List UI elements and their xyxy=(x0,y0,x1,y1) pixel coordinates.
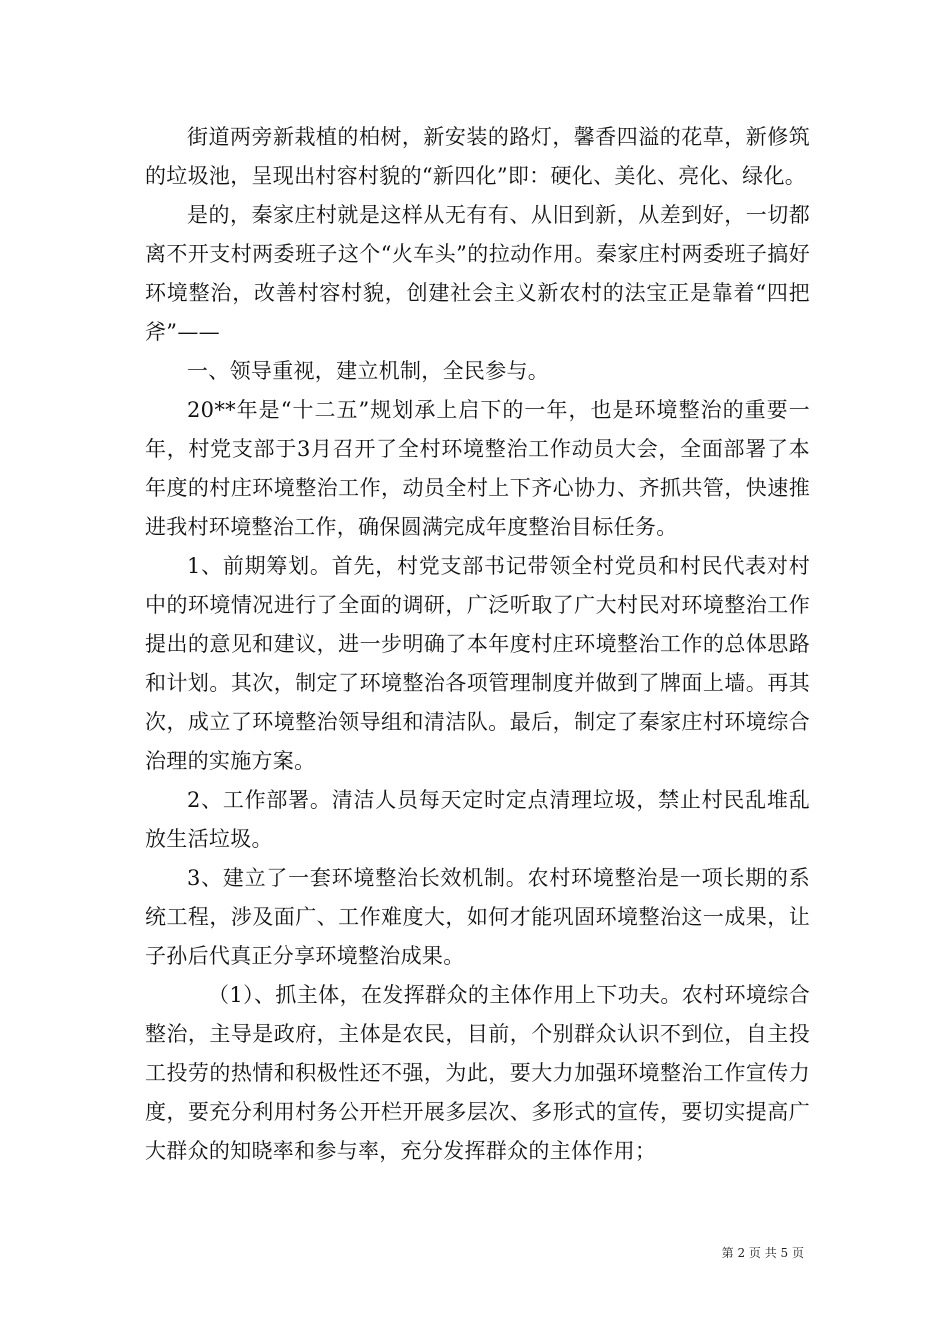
paragraph-2: 是的，秦家庄村就是这样从无有有、从旧到新，从差到好，一切都离不开支村两委班子这个“火车头”的拉动作用。秦家庄村两委班子搞好环境整治，改善村容村貌，创建社会主义新农村的法宝正是靠着“四把斧”—— xyxy=(145,203,810,344)
paragraph-7: （1）、抓主体，在发挥群众的主体作用上下功夫。农村环境综合整治，主导是政府，主体是农民，目前，个别群众认识不到位，自主投工投劳的热情和积极性还不强，为此，要大力加强环境整治工作宣传力度，要充分利用村务公开栏开展多层次、多形式的宣传，要切实提高广大群众的知晓率和参与率，充分发挥群众的主体作用； xyxy=(145,983,810,1163)
paragraph-3: 20**年是“十二五”规划承上启下的一年，也是环境整治的重要一年，村党支部于3月召开了全村环境整治工作动员大会，全面部署了本年度的村庄环境整治工作，动员全村上下齐心协力、齐抓共管，快速推进我村环境整治工作，确保圆满完成年度整治目标任务。 xyxy=(145,398,810,539)
paragraph-6: 3、建立了一套环境整治长效机制。农村环境整治是一项长期的系统工程，涉及面广、工作难度大，如何才能巩固环境整治这一成果，让子孙后代真正分享环境整治成果。 xyxy=(145,866,810,968)
paragraph-5: 2、工作部署。清洁人员每天定时定点清理垃圾，禁止村民乱堆乱放生活垃圾。 xyxy=(145,788,810,851)
paragraph-4: 1、前期筹划。首先，村党支部书记带领全村党员和村民代表对村中的环境情况进行了全面的调研，广泛听取了广大村民对环境整治工作提出的意见和建议，进一步明确了本年度村庄环境整治工作的总体思路和计划。其次，制定了环境整治各项管理制度并做到了牌面上墙。再其次，成立了环境整治领导组和清洁队。最后，制定了秦家庄村环境综合治理的实施方案。 xyxy=(145,554,810,773)
paragraph-1: 街道两旁新栽植的柏树，新安装的路灯，馨香四溢的花草，新修筑的垃圾池，呈现出村容村貌的“新四化”即：硬化、美化、亮化、绿化。 xyxy=(145,125,810,188)
section-heading-1: 一、领导重视，建立机制，全民参与。 xyxy=(187,359,550,383)
page-number: 第 2 页 共 5 页 xyxy=(721,1246,804,1260)
document-body xyxy=(145,118,810,1171)
